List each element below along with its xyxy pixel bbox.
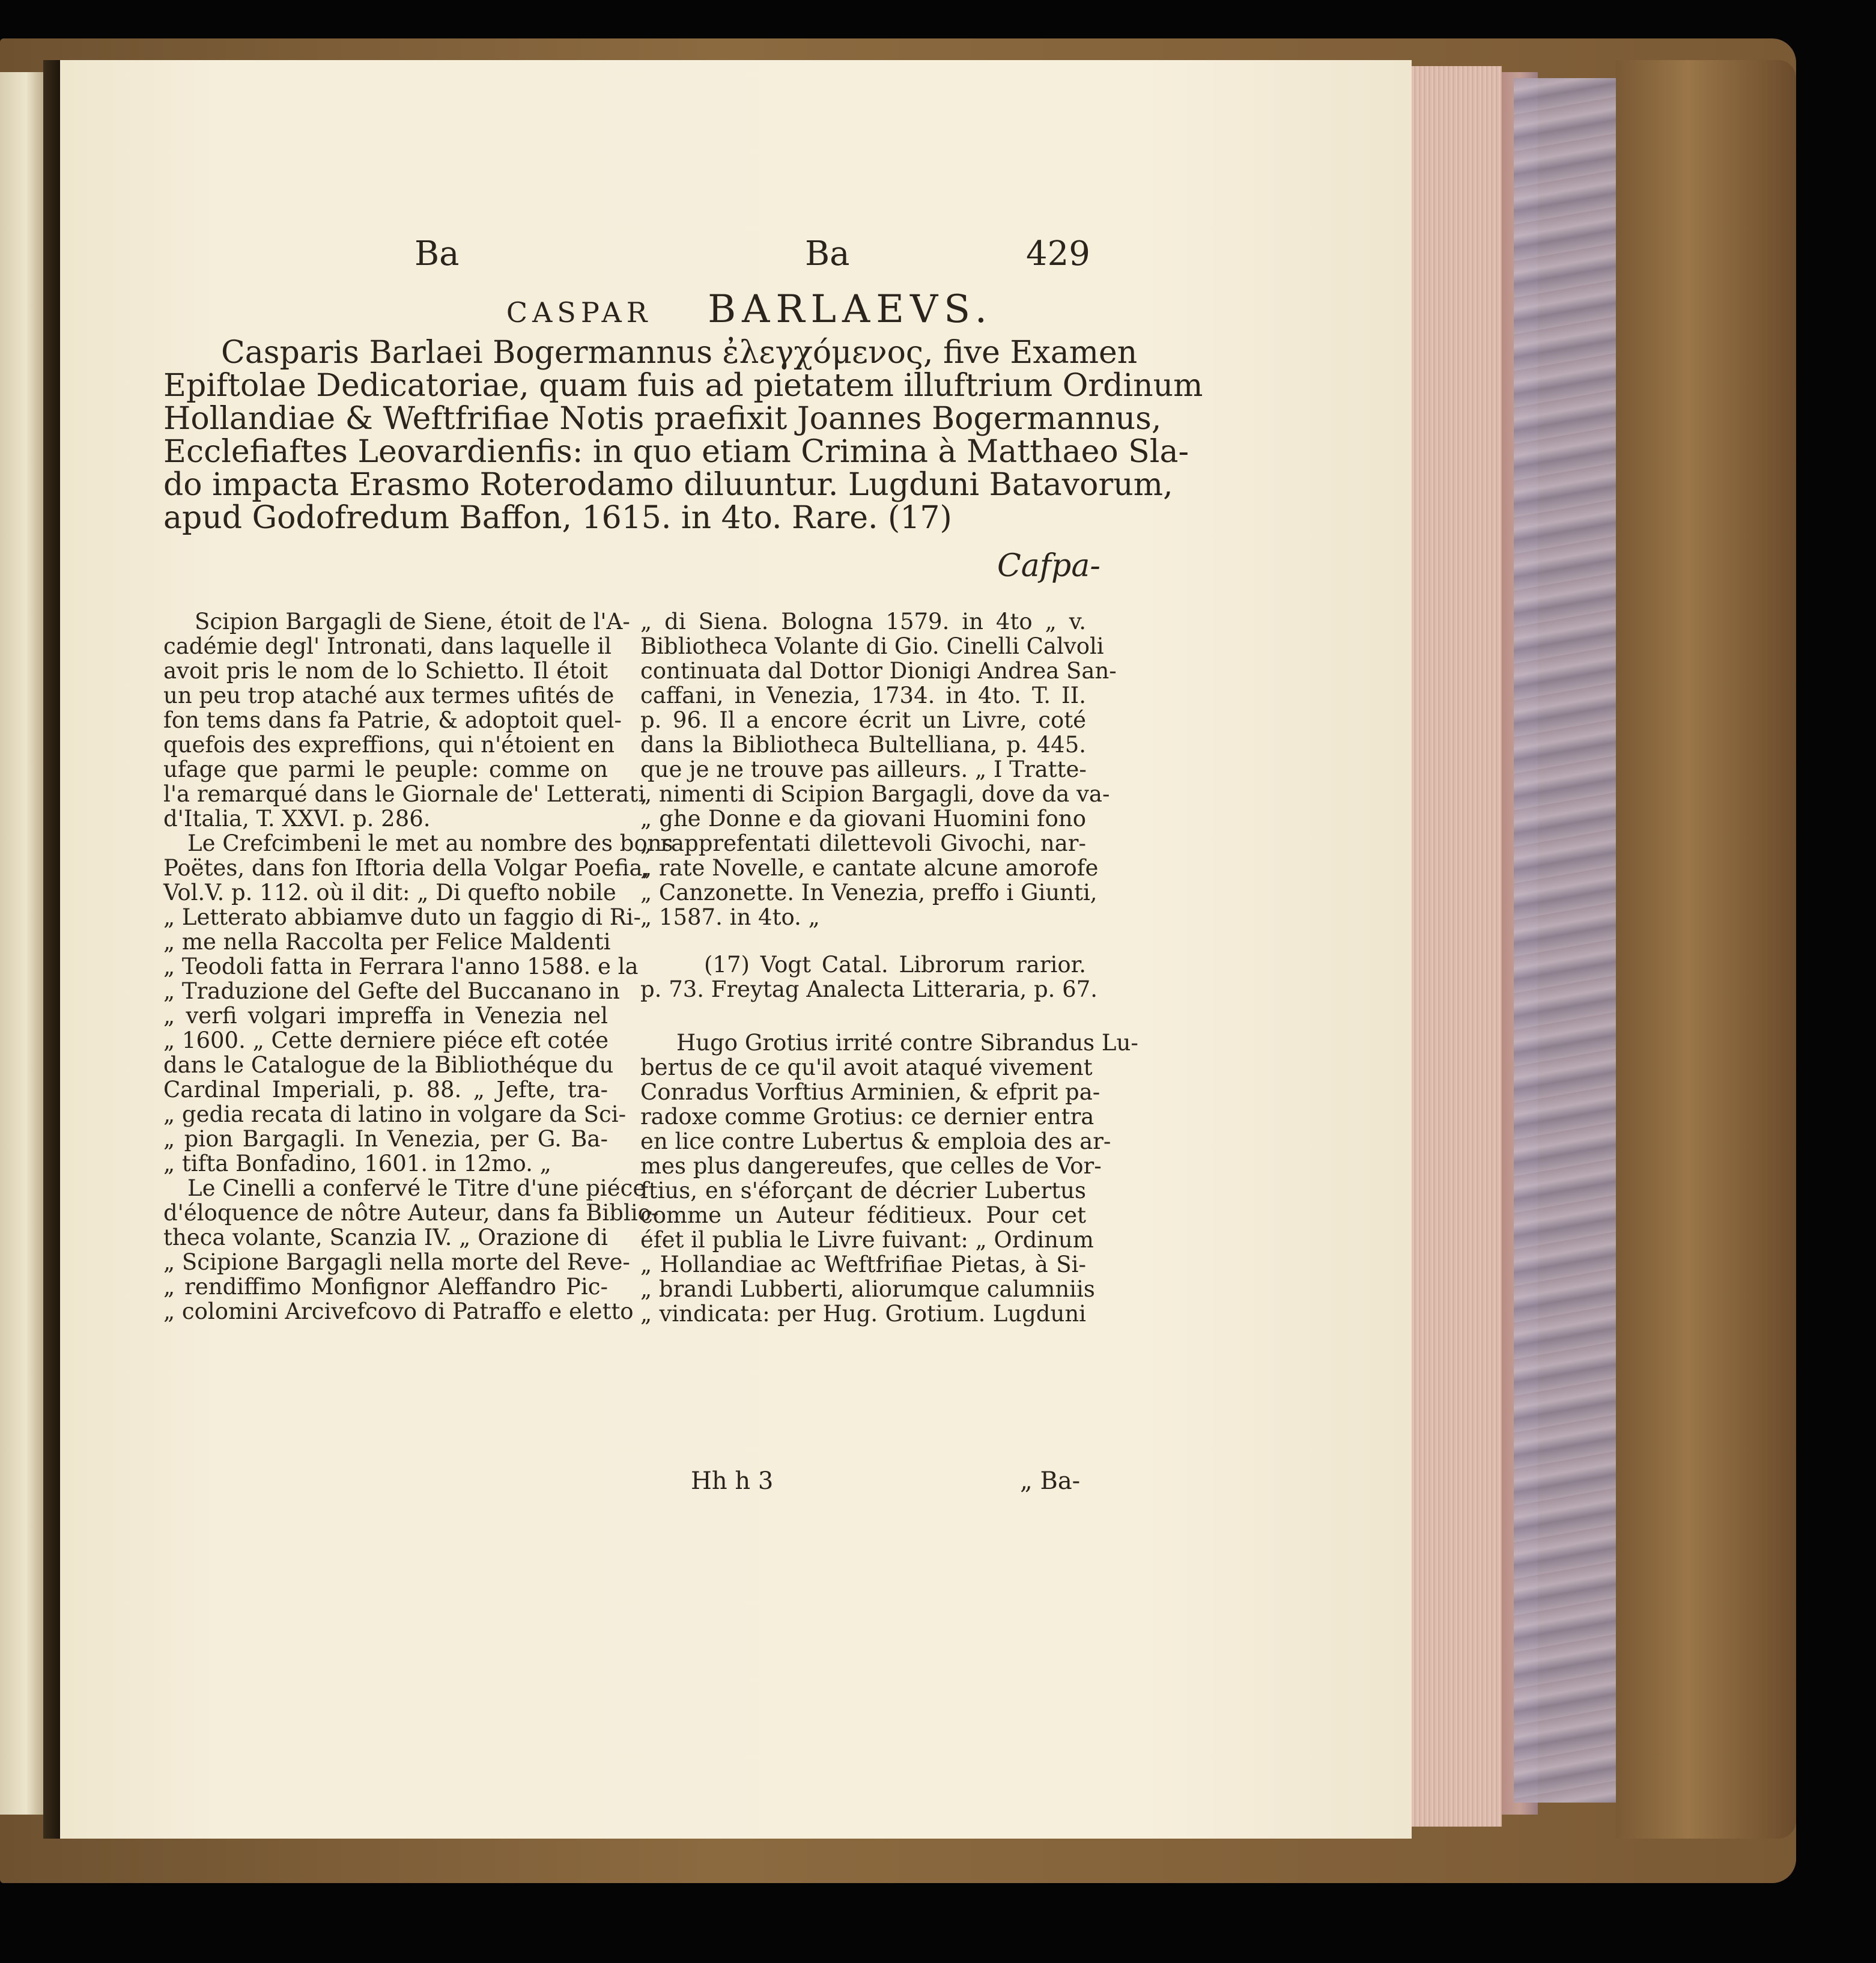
column-line: Le Crefcimbeni le met au nombre des bons: [187, 830, 673, 856]
catchword-bottom: „ Ba-: [1020, 1467, 1081, 1495]
column-line: cadémie degl' Intronati, dans laquelle il: [163, 633, 612, 659]
column-line: dans le Catalogue de la Bibliothéque du: [163, 1052, 614, 1078]
column-line: „ Scipione Bargagli nella morte del Reve-: [163, 1249, 630, 1275]
column-line: Hugo Grotius irrité contre Sibrandus Lu-: [676, 1030, 1138, 1056]
column-line: bertus de ce qu'il avoit ataqué vivement: [640, 1055, 1093, 1080]
column-line: en lice contre Lubertus & emploia des ar-: [640, 1128, 1111, 1154]
column-line: un peu trop ataché aux termes ufités de: [163, 683, 615, 708]
column-line: „ Traduzione del Gefte del Buccanano in: [163, 978, 620, 1004]
column-line: Conradus Vorftius Arminien, & efprit pa-: [640, 1079, 1100, 1105]
column-line: p. 96. Il a encore écrit un Livre, coté: [640, 707, 1086, 733]
column-line: „ tifta Bonfadino, 1601. in 12mo. „: [163, 1151, 551, 1176]
column-line: „ gedia recata di latino in volgare da Sci-: [163, 1101, 627, 1127]
left-page-edge: [0, 72, 43, 1815]
signature-mark: Hh h 3: [691, 1467, 774, 1495]
column-line: „ di Siena. Bologna 1579. in 4to „ v.: [640, 609, 1086, 635]
column-line: „ nimenti di Scipion Bargagli, dove da va-: [640, 781, 1110, 807]
column-line: „ Hollandiae ac Weftfrifiae Pietas, à Si-: [640, 1252, 1086, 1277]
main-entry: [163, 335, 1203, 536]
column-line: „ Canzonette. In Venezia, preffo i Giunti,: [640, 880, 1097, 905]
column-line: „ rapprefentati dilettevoli Givochi, nar-: [640, 830, 1086, 856]
entry-line: apud Godofredum Baffon, 1615. in 4to. Rare. (17): [163, 500, 952, 536]
entry-line: do impacta Erasmo Roterodamo diluuntur. Lugduni Batavorum,: [163, 467, 1173, 503]
column-line: „ verfi volgari impreffa in Venezia nel: [163, 1003, 608, 1029]
column-line: d'éloquence de nôtre Auteur, dans fa Biblio-: [163, 1200, 659, 1226]
page-edges: [1412, 66, 1502, 1827]
column-line: quefois des expreffions, qui n'étoient en: [163, 732, 615, 758]
marbled-endpaper: [1514, 78, 1616, 1803]
column-line: dans la Bibliotheca Bultelliana, p. 445.: [640, 732, 1086, 758]
column-line: continuata dal Dottor Dionigi Andrea San-: [640, 658, 1117, 684]
column-line: ufage que parmi le peuple: comme on: [163, 756, 608, 782]
column-line: „ brandi Lubberti, aliorumque calumniis: [640, 1276, 1095, 1302]
running-head-center: Ba: [805, 234, 850, 273]
column-line: „ 1587. in 4to. „: [640, 904, 820, 930]
column-line: „ me nella Raccolta per Felice Maldenti: [163, 929, 611, 955]
column-line: „ vindicata: per Hug. Grotium. Lugduni: [640, 1301, 1086, 1327]
column-line: ftius, en s'éforçant de décrier Lubertus: [640, 1178, 1086, 1204]
column-line: „ rendiffimo Monfignor Aleffandro Pic-: [163, 1274, 608, 1300]
column-line: mes plus dangereufes, que celles de Vor-: [640, 1153, 1102, 1179]
column-line: „ pion Bargagli. In Venezia, per G. Ba-: [163, 1126, 608, 1152]
entry-line: Casparis Barlaei Bogermannus ἐλεγχόμενος, five Examen: [221, 335, 1138, 371]
column-line: radoxe comme Grotius: ce dernier entra: [640, 1104, 1094, 1130]
entry-line: Epiftolae Dedicatoriae, quam fuis ad pietatem illuftrium Ordinum: [163, 368, 1203, 404]
column-line: „ rate Novelle, e cantate alcune amorofe: [640, 855, 1099, 881]
column-line: Scipion Bargagli de Siene, étoit de l'A-: [195, 609, 630, 635]
column-line: theca volante, Scanzia IV. „ Orazione di: [163, 1225, 608, 1250]
page-number: 429: [1026, 234, 1090, 273]
left-column: [163, 609, 673, 1324]
column-line: Le Cinelli a confervé le Titre d'une piéce: [187, 1175, 646, 1201]
column-line: „ 1600. „ Cette derniere piéce eft cotée: [163, 1027, 609, 1053]
column-line: comme un Auteur féditieux. Pour cet: [640, 1202, 1086, 1228]
column-line: caffani, in Venezia, 1734. in 4to. T. II.: [640, 683, 1086, 708]
column-line: „ Letterato abbiamve duto un faggio di Ri-: [163, 904, 641, 930]
heading-surname: BARLAEVS.: [708, 287, 994, 332]
column-line: „ ghe Donne e da giovani Huomini fono: [640, 806, 1086, 832]
column-line: l'a remarqué dans le Giornale de' Letterati: [163, 781, 646, 807]
column-line: d'Italia, T. XXVI. p. 286.: [163, 806, 431, 832]
column-line: éfet il publia le Livre fuivant: „ Ordinum: [640, 1227, 1094, 1253]
column-line: Vol.V. p. 112. où il dit: „ Di quefto nobile: [163, 880, 616, 905]
catchword-top: Cafpa-: [997, 548, 1100, 584]
cover-edge: [1616, 60, 1796, 1839]
right-column: [640, 609, 1138, 1327]
entry-line: Ecclefiaftes Leovardienfis: in quo etiam Crimina à Matthaeo Sla-: [163, 434, 1189, 470]
column-line: que je ne trouve pas ailleurs. „ I Tratte-: [640, 756, 1087, 782]
column-line: avoit pris le nom de lo Schietto. Il étoit: [163, 658, 608, 684]
entry-line: Hollandiae & Weftfrifiae Notis praefixit Joannes Bogermannus,: [163, 401, 1162, 437]
entry-heading: [407, 287, 1092, 332]
column-line: „ Teodoli fatta in Ferrara l'anno 1588. e la: [163, 954, 639, 979]
gutter-shadow: [43, 60, 60, 1839]
footnote-line: p. 73. Freytag Analecta Litteraria, p. 67.: [640, 976, 1098, 1002]
column-line: Bibliotheca Volante di Gio. Cinelli Calvoli: [640, 633, 1104, 659]
column-line: „ colomini Arcivefcovo di Patraffo e eletto: [163, 1298, 634, 1324]
running-head-left: Ba: [414, 234, 460, 273]
column-line: Cardinal Imperiali, p. 88. „ Jefte, tra-: [163, 1077, 608, 1103]
heading-first-name: CASPAR: [506, 296, 652, 329]
column-line: fon tems dans fa Patrie, & adoptoit quel-: [163, 707, 622, 733]
footnote-line: (17) Vogt Catal. Librorum rarior.: [704, 952, 1086, 978]
column-line: Poëtes, dans fon Iftoria della Volgar Poefia,: [163, 855, 650, 881]
